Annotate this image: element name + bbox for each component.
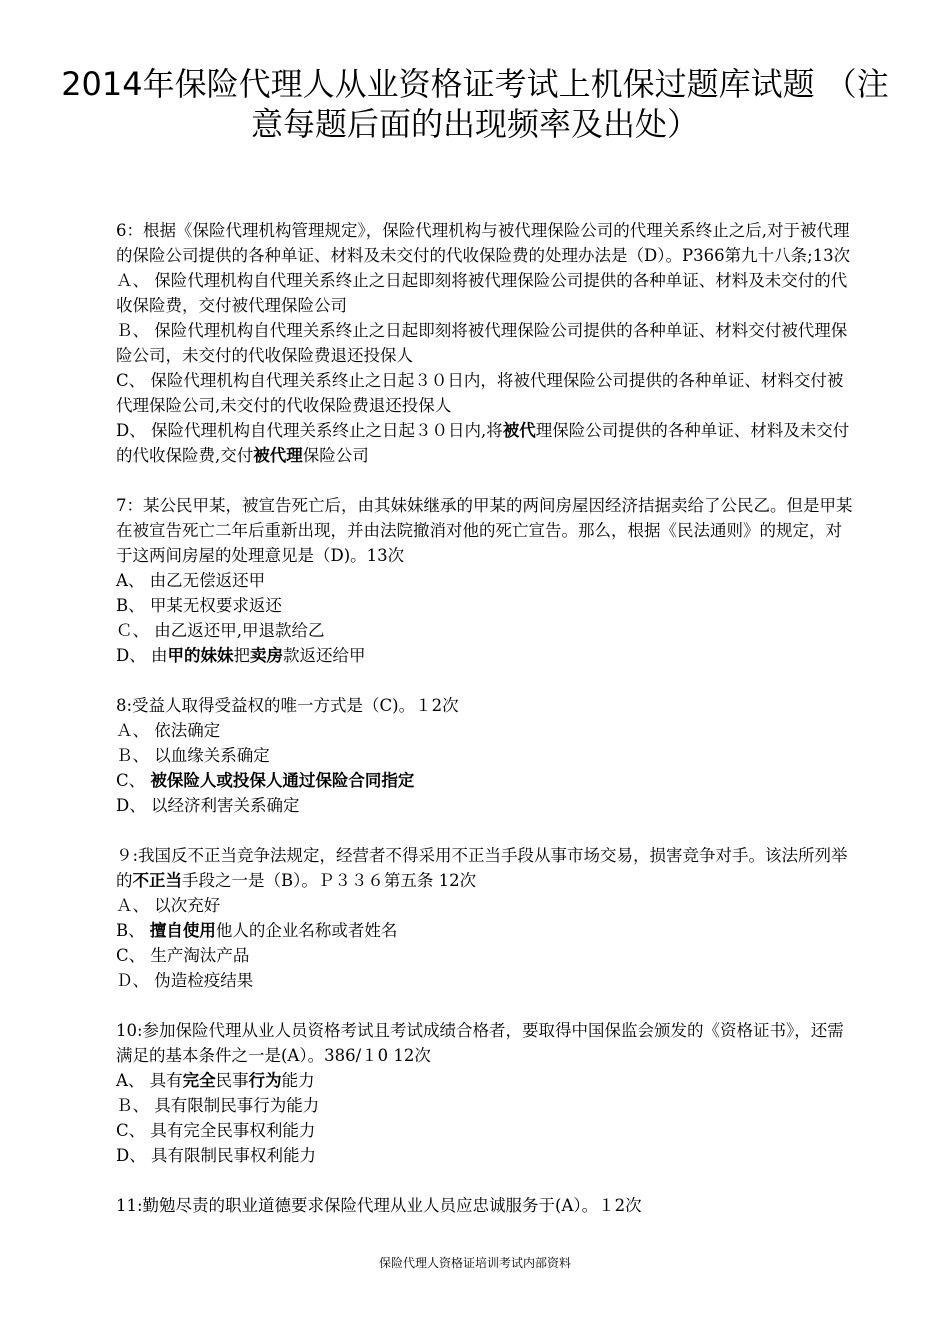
question-7 — [116, 493, 856, 668]
option-text: 保险公司 — [302, 446, 369, 465]
question-8 — [116, 693, 856, 818]
option-b: Ｂ、 保险代理机构自代理关系终止之日起即刻将被代理保险公司提供的各种单证、材料交付被代理保险公司，未交付的代收保险费退还投保人 — [116, 321, 848, 365]
question-10 — [116, 1018, 856, 1168]
option-bold-text: 完全 — [182, 1071, 216, 1090]
question-6 — [116, 218, 856, 468]
option-text: C、 — [116, 771, 151, 790]
option-bold-text: 行为 — [248, 1071, 282, 1090]
option-text: 能力 — [281, 1071, 315, 1090]
option-text: B、 — [116, 921, 150, 940]
option-d: D、 以经济利害关系确定 — [116, 796, 300, 815]
option-bold-text: 被代理 — [253, 446, 303, 465]
option-text: D、 由 — [116, 646, 168, 665]
question-9 — [116, 843, 856, 993]
option-c: C、 生产淘汰产品 — [116, 946, 250, 965]
option-text: 民事 — [215, 1071, 249, 1090]
question-stem — [116, 843, 856, 893]
option-d — [116, 418, 856, 468]
option-c — [116, 768, 856, 793]
option-c: C、 保险代理机构自代理关系终止之日起３０日内，将被代理保险公司提供的各种单证、材料交付被代理保险公司,未交付的代收保险费退还投保人 — [116, 371, 844, 415]
option-b — [116, 918, 856, 943]
question-stem: 7：某公民甲某，被宣告死亡后，由其妹妹继承的甲某的两间房屋因经济拮据卖给了公民乙。但是甲某在被宣告死亡二年后重新出现，并由法院撤消对他的死亡宣告。那么，根据《民法通则》的规定，对于这两间房屋的处理意见是（D)。13次 — [116, 496, 853, 565]
option-a: Ａ、 以次充好 — [116, 896, 221, 915]
option-a — [116, 1068, 856, 1093]
question-11 — [116, 1193, 856, 1218]
option-text: 把 — [233, 646, 250, 665]
option-a: Ａ、 保险代理机构自代理关系终止之日起即刻将被代理保险公司提供的各种单证、材料及未交付的代收保险费，交付被代理保险公司 — [116, 271, 848, 315]
question-stem: 10:参加保险代理从业人员资格考试且考试成绩合格者，要取得中国保监会颁发的《资格证书》，还需满足的基本条件之一是(A）。386/１0 12次 — [116, 1021, 844, 1065]
option-bold-text: 被保险人或投保人通过保险合同指定 — [150, 771, 415, 790]
question-list — [116, 218, 856, 1243]
option-bold-text: 擅自使用 — [149, 921, 216, 940]
stem-bold-text: 不正当 — [132, 871, 182, 890]
option-d: Ｄ、 伪造检疫结果 — [116, 971, 254, 990]
stem-text: ９:我国反不正当竞争法规定，经营者不得采用不正当手段从事市场交易，损害竞争对手。该法所列举的 — [116, 846, 848, 890]
option-text: 他人的企业名称或者姓名 — [215, 921, 398, 940]
page-footer: 保险代理人资格证培训考试内部资料 — [378, 1256, 571, 1270]
option-bold-text: 被代 — [502, 421, 536, 440]
option-bold-text: 甲的妹妹 — [167, 646, 234, 665]
option-bold-text: 卖房 — [249, 646, 283, 665]
option-a: A、 由乙无偿返还甲 — [116, 571, 266, 590]
option-text: 理保险公司提供的各种单证、材料及未交付的代收保险费,交付 — [116, 421, 850, 465]
question-stem: 11:勤勉尽责的职业道德要求保险代理从业人员应忠诚服务于(A）。１2次 — [116, 1196, 642, 1215]
option-text: A、 具有 — [116, 1071, 183, 1090]
option-b: Ｂ、 具有限制民事行为能力 — [116, 1096, 320, 1115]
option-b: B、 甲某无权要求返还 — [116, 596, 282, 615]
option-c: Ｃ、 由乙返还甲,甲退款给乙 — [116, 621, 325, 640]
stem-text: 手段之一是（B）。Ｐ３３６第五条 12次 — [182, 871, 477, 890]
option-text: D、 保险代理机构自代理关系终止之日起３０日内,将 — [116, 421, 503, 440]
option-text: 款返还给甲 — [282, 646, 366, 665]
option-b: Ｂ、 以血缘关系确定 — [116, 746, 270, 765]
option-a: Ａ、 依法确定 — [116, 721, 221, 740]
option-d — [116, 643, 856, 668]
page-title: 2014年保险代理人从业资格证考试上机保过题库试题 （注意每题后面的出现频率及出处） — [61, 65, 889, 143]
question-stem: 6：根据《保险代理机构管理规定》，保险代理机构与被代理保险公司的代理关系终止之后,对于被代理的保险公司提供的各种单证、材料及未交付的代收保险费的处理办法是（D）。P366第九十八条;13次 — [116, 221, 851, 265]
option-d: D、 具有限制民事权利能力 — [116, 1146, 316, 1165]
question-stem: 8:受益人取得受益权的唯一方式是（C)。１2次 — [116, 696, 459, 715]
option-c: C、 具有完全民事权利能力 — [116, 1121, 316, 1140]
